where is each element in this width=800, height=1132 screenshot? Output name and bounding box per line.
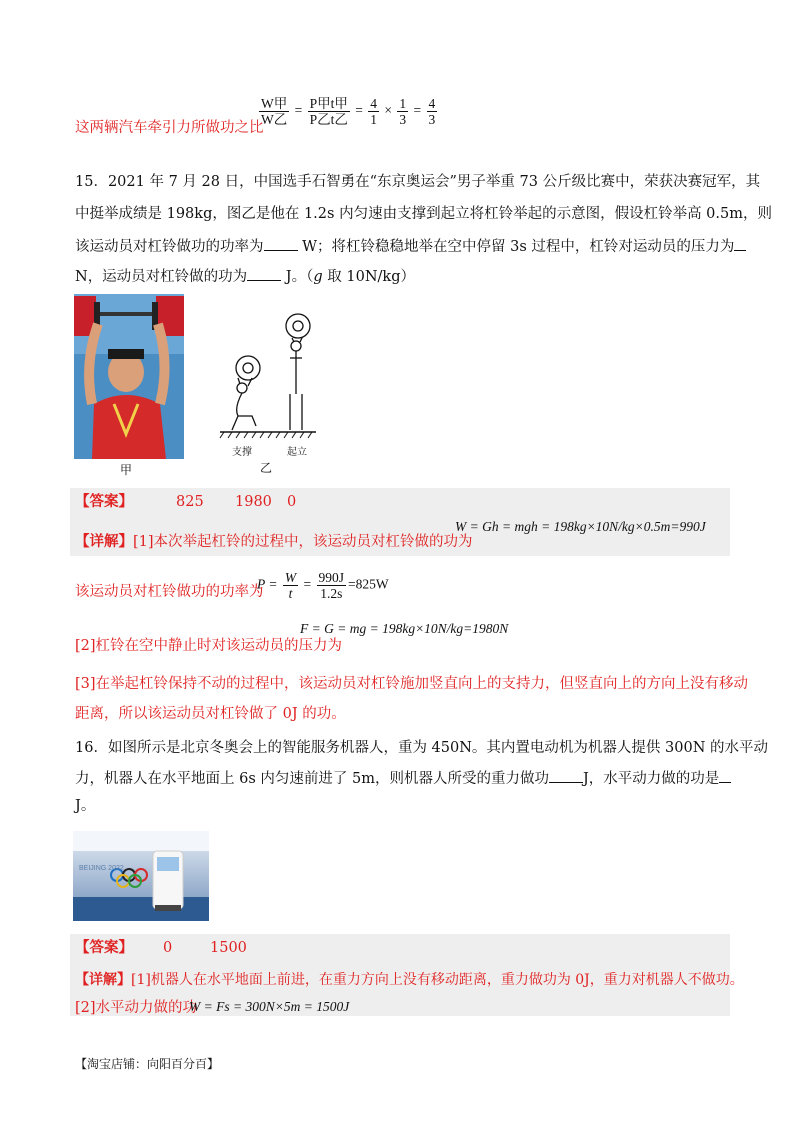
q16-detail-2: [2]水平动力做的功 [75,1000,198,1016]
q16-blank-2 [719,768,731,783]
q15-detail-4-line1: [3]在举起杠铃保持不动的过程中，该运动员对杠铃施加竖直向上的支持力，但竖直向上的方向上没有移动 [75,676,749,692]
q15-blank-1 [264,236,298,251]
q15-detail-1: 【详解】[1]本次举起杠铃的过程中，该运动员对杠铃做的功为 [75,533,473,550]
q15-formula-work: W = Gh = mgh = 198kg×10N/kg×0.5m=990J [455,519,706,534]
q16-line2: 力，机器人在水平地面上 6s 内匀速前进了 5m，则机器人所受的重力做功 J，水平动力做的功是 [75,768,731,789]
q15-detail-2: 该运动员对杠铃做功的功率为 [75,584,264,600]
fig-a-caption: 甲 [120,463,133,477]
q15-line3: 该运动员对杠铃做功的功率为 W；将杠铃稳稳地举在空中停留 3s 过程中，杠铃对运动员的压力为 [75,236,746,257]
q16-answer-1: 0 [163,940,173,956]
q16-answer-line: 【答案】 0 1500 [75,939,247,956]
q16-line3: J。 [75,798,96,814]
weightlifter-photo [74,294,184,459]
footer-shop: 【淘宝店铺：向阳百分百】 [75,1057,220,1071]
q15-answer-3: 0 [287,494,297,510]
fig-b-label-support: 支撑 [232,447,252,458]
fig-b-label-stand: 起立 [287,447,307,458]
q15-answer-1: 825 [176,494,204,510]
q15-blank-2 [734,236,746,251]
lift-sketch [218,298,318,443]
q15-line2: 中挺举成绩是 198kg，图乙是他在 1.2s 内匀速由支撑到起立将杠铃举起的示意图，假设杠铃举高 0.5m，则 [75,206,772,222]
ratio-text: 这两辆汽车牵引力所做功之比 [75,120,264,136]
q15-line1: 15．2021 年 7 月 28 日，中国选手石智勇在“东京奥运会”男子举重 73 公斤级比赛中，荣获决赛冠军，其 [75,174,761,190]
q16-answer-2: 1500 [210,940,247,956]
q16-blank-1 [549,768,583,783]
ratio-formula: $\frac{\text{W甲}}{\text{W乙}}$ = $\frac{\text{P甲t甲}}{\text{P乙t乙}}$ = $\frac{4}{1}$ × $\frac{1}{3}$ = $\frac{4}{3}$ [261,96,436,127]
q15-blank-3 [247,266,281,281]
q15-detail-4-line2: 距离，所以该运动员对杠铃做了 0J 的功。 [75,706,346,722]
q16-line1: 16．如图所示是北京冬奥会上的智能服务机器人，重为 450N。其内置电动机为机器人提供 300N 的水平动 [75,740,769,756]
ratio-block [75,94,775,138]
q16-formula-work: W = Fs = 300N×5m = 1500J [189,999,350,1014]
q16-detail-1: 【详解】[1]机器人在水平地面上前进，在重力方向上没有移动距离，重力做功为 0J，重力对机器人不做功。 [75,972,744,988]
fig-b-caption: 乙 [260,461,273,475]
q15-formula-force: F = G = mg = 198kg×10N/kg=1980N [300,621,509,636]
q15-answer-line: 【答案】 825 1980 0 [75,493,297,510]
q15-answer-2: 1980 [235,494,272,510]
robot-photo-text: BEIJING 2022 [79,865,124,872]
robot-photo [73,831,209,921]
q15-detail-3: [2]杠铃在空中静止时对该运动员的压力为 [75,638,343,654]
q15-formula-power: P = $\frac{W}{t}$ = $\frac{990J}{1.2s}$ =825W [257,570,389,601]
q15-line4: N，运动员对杠铃做的功为 J。（g 取 10N/kg） [75,266,415,287]
